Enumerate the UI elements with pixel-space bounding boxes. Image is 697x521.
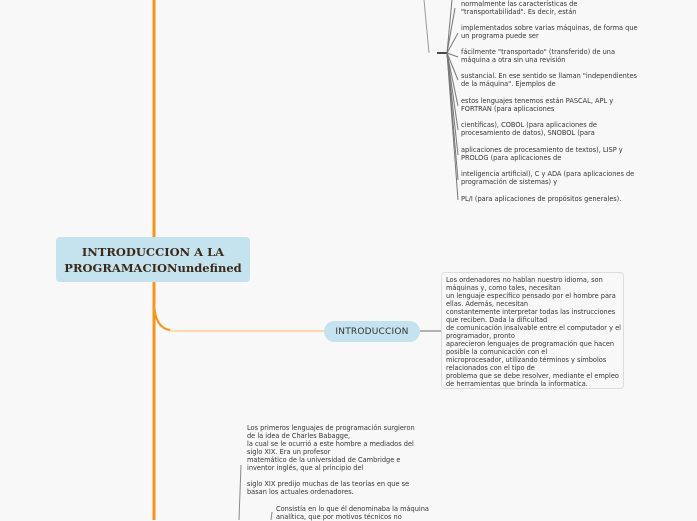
- leaf-text: máquina a otra sin una revisión: [461, 56, 566, 64]
- leaf-text: programación de sistemas) y: [461, 178, 558, 186]
- leaf-text: Consistía en lo que él denominaba la máquina: [276, 505, 429, 513]
- root-title-line2: PROGRAMACIONundefined: [64, 260, 242, 275]
- leaf-text: científicas), COBOL (para aplicaciones de: [461, 121, 597, 129]
- leaf-text: normalmente las características de: [461, 0, 578, 8]
- leaf-text: implementados sobre varias máquinas, de forma que: [461, 24, 638, 32]
- leaf-text: fácilmente "transportado" (transferido) de una: [461, 48, 616, 56]
- introduccion-node[interactable]: [324, 321, 420, 342]
- note-line: ellas. Además, necesitan: [446, 300, 529, 308]
- note-line: relacionados con el tipo de: [446, 364, 535, 372]
- leaf-text: de la idea de Charles Babagge,: [247, 432, 351, 440]
- note-line: un lenguaje específico pensado por el hombre para: [446, 292, 616, 300]
- leaf-text: estos lenguajes tenemos están PASCAL, APL y: [461, 97, 614, 105]
- leaf-node[interactable]: [461, 170, 634, 186]
- leaf-node[interactable]: [461, 97, 613, 113]
- leaf-node[interactable]: [461, 195, 621, 203]
- leaf-node[interactable]: [461, 48, 615, 64]
- leaf-text: sustancial. En ese sentido se llaman "independientes: [461, 72, 637, 80]
- introduccion-note[interactable]: [441, 272, 624, 389]
- leaf-text: inventor inglés, que al principio del: [247, 464, 364, 472]
- leaf-node[interactable]: [461, 24, 638, 40]
- note-line: microprocesador, utilizando términos y símbolos: [446, 356, 607, 364]
- note-line: máquinas y, como tales, necesitan: [446, 284, 561, 292]
- leaf-text: FORTRAN (para aplicaciones: [461, 105, 555, 113]
- leaf-node[interactable]: [461, 0, 577, 16]
- root-title-line1: INTRODUCCION A LA: [81, 244, 225, 259]
- leaf-node[interactable]: [461, 72, 637, 88]
- root-node[interactable]: [56, 237, 250, 282]
- leaf-text: PL/I (para aplicaciones de propósitos generales).: [461, 195, 622, 203]
- note-line: de herramientas que brinda la informatica.: [446, 380, 588, 388]
- leaf-text: procesamiento de datos), SNOBOL (para: [461, 129, 595, 137]
- leaf-text: Los primeros lenguajes de programación surgieron: [247, 424, 415, 432]
- leaf-text: siglo XIX. Era un profesor: [247, 448, 331, 456]
- note-line: Los ordenadores no hablan nuestro idioma, son: [446, 276, 603, 284]
- leaf-text: PROLOG (para aplicaciones de: [461, 154, 562, 162]
- leaf-text: basan los actuales ordenadores.: [247, 488, 354, 496]
- note-line: problema que se debe resolver, mediante el empleo: [446, 372, 619, 380]
- note-line: aparecieron lenguajes de programación que hacen: [446, 340, 615, 348]
- note-line: posible la comunicación con el: [446, 348, 548, 356]
- note-line: que reciben. Dada la dificultad: [446, 316, 548, 324]
- note-line: constantemente interpretar todas las instrucciones: [446, 308, 616, 316]
- introduccion-label: INTRODUCCION: [335, 326, 409, 337]
- leaf-node[interactable]: [461, 146, 623, 162]
- leaf-text: matemático de la universidad de Cambridge e: [247, 456, 401, 464]
- leaf-text: inteligencia artificial), C y ADA (para aplicaciones de: [461, 170, 635, 178]
- babbage-text-node[interactable]: [247, 424, 415, 496]
- analytical-engine-node[interactable]: [276, 505, 429, 521]
- note-line: programador, pronto: [446, 332, 515, 340]
- leaf-text: analítica, que por motivos técnicos no: [276, 513, 402, 521]
- leaf-node[interactable]: [461, 121, 597, 137]
- leaf-text: siglo XIX predijo muchas de las teorías en que se: [247, 480, 410, 488]
- leaf-text: "transportabilidad". Es decir, están: [461, 8, 577, 16]
- leaf-text: aplicaciones de procesamiento de textos), LISP y: [461, 146, 623, 154]
- leaf-text: un programa puede ser: [461, 32, 539, 40]
- leaf-text: la cual se le ocurrió a este hombre a mediados del: [247, 440, 414, 448]
- note-line: de comunicación insalvable entre el computador y el: [446, 324, 621, 332]
- leaf-text: de la máquina". Ejemplos de: [461, 80, 556, 88]
